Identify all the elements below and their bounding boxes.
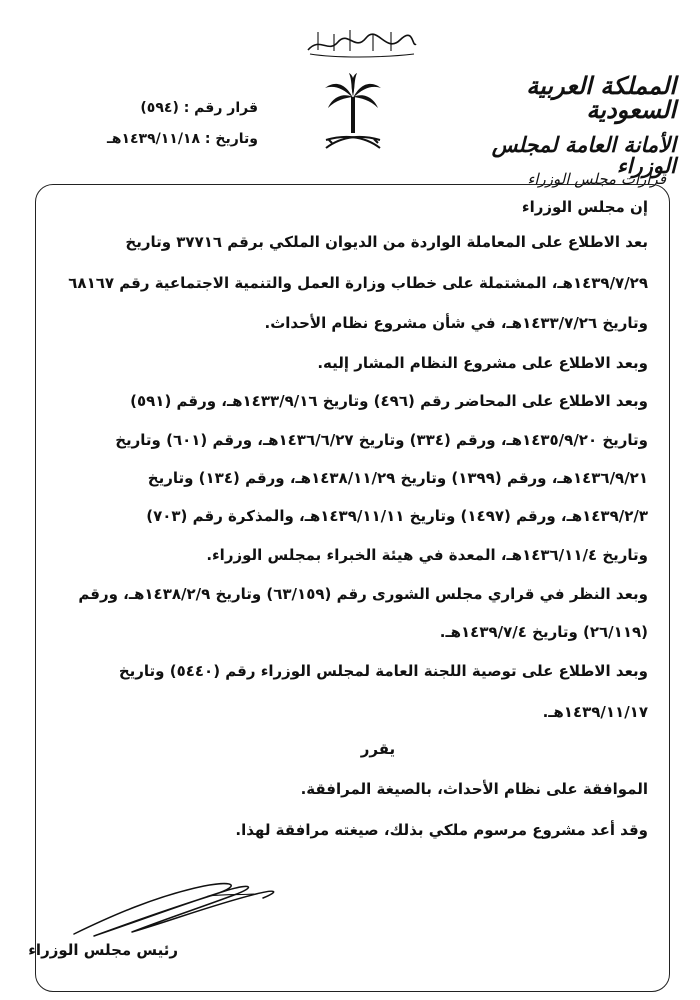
body-line-1: بعد الاطلاع على المعاملة الواردة من الديوان الملكي برقم ٣٧٧١٦ وتاريخ [125,232,648,251]
body-line-13: ١٤٣٩/١١/١٧هـ. [542,702,648,721]
body-line-7: ١٤٣٦/٩/٢١هـ، ورقم (١٣٩٩) وتاريخ ١٤٣٨/١١/٢٩هـ، ورقم (١٣٤) وتاريخ [147,469,648,488]
signature-block [28,878,316,968]
handwritten-signature [66,878,316,948]
signer-title: رئيس مجلس الوزراء [28,941,178,959]
basmala-calligraphy [300,24,420,60]
decision-line-1: الموافقة على نظام الأحداث، بالصيغة المرافقة. [300,780,648,799]
document-series: قرارات مجلس الوزراء [527,170,666,188]
decision-number: قرار رقم : (٥٩٤) [140,100,258,116]
body-line-2: ١٤٣٩/٧/٢٩هـ، المشتملة على خطاب وزارة العمل والتنمية الاجتماعية رقم ٦٨١٦٧ [68,273,648,292]
saudi-emblem-icon [318,72,388,156]
body-line-6: وتاريخ ١٤٣٥/٩/٢٠هـ، ورقم (٣٣٤) وتاريخ ١٤٣٦/٦/٢٧هـ، ورقم (٦٠١) وتاريخ [115,430,648,449]
body-line-3: وتاريخ ١٤٣٣/٧/٢٦هـ، في شأن مشروع نظام الأحداث. [264,314,648,333]
ministry-header [486,71,676,188]
decision-date: وتاريخ : ١٤٣٩/١١/١٨هـ [106,130,258,147]
kingdom-title: المملكة العربية السعودية [526,71,676,124]
body-line-12: وبعد الاطلاع على توصية اللجنة العامة لمجلس الوزراء رقم (٥٤٤٠) وتاريخ [118,662,648,680]
decision-body [38,198,648,840]
resolves-heading: يقرر [360,739,396,758]
body-line-9: وتاريخ ١٤٣٦/١١/٤هـ، المعدة في هيئة الخبراء بمجلس الوزراء. [206,545,648,564]
decision-line-2: وقد أعد مشروع مرسوم ملكي بذلك، صيغته مرافقة لهذا. [235,821,648,839]
opening-line: إن مجلس الوزراء [521,198,648,216]
body-line-8: ١٤٣٩/٢/٣هـ، ورقم (١٤٩٧) وتاريخ ١٤٣٩/١١/١١هـ، والمذكرة رقم (٧٠٣) [146,507,648,525]
secretariat-title: الأمانة العامة لمجلس الوزراء [491,132,676,178]
body-line-5: وبعد الاطلاع على المحاضر رقم (٤٩٦) وتاريخ ١٤٣٣/٩/١٦هـ، ورقم (٥٩١) [130,391,648,410]
body-line-11: (٢٦/١١٩) وتاريخ ١٤٣٩/٧/٤هـ. [439,623,648,642]
body-line-4: وبعد الاطلاع على مشروع النظام المشار إليه. [317,354,648,372]
body-line-10: وبعد النظر في قراري مجلس الشورى رقم (٦٣/١٥٩) وتاريخ ١٤٣٨/٢/٩هـ، ورقم [78,584,648,603]
decision-meta [58,100,258,162]
